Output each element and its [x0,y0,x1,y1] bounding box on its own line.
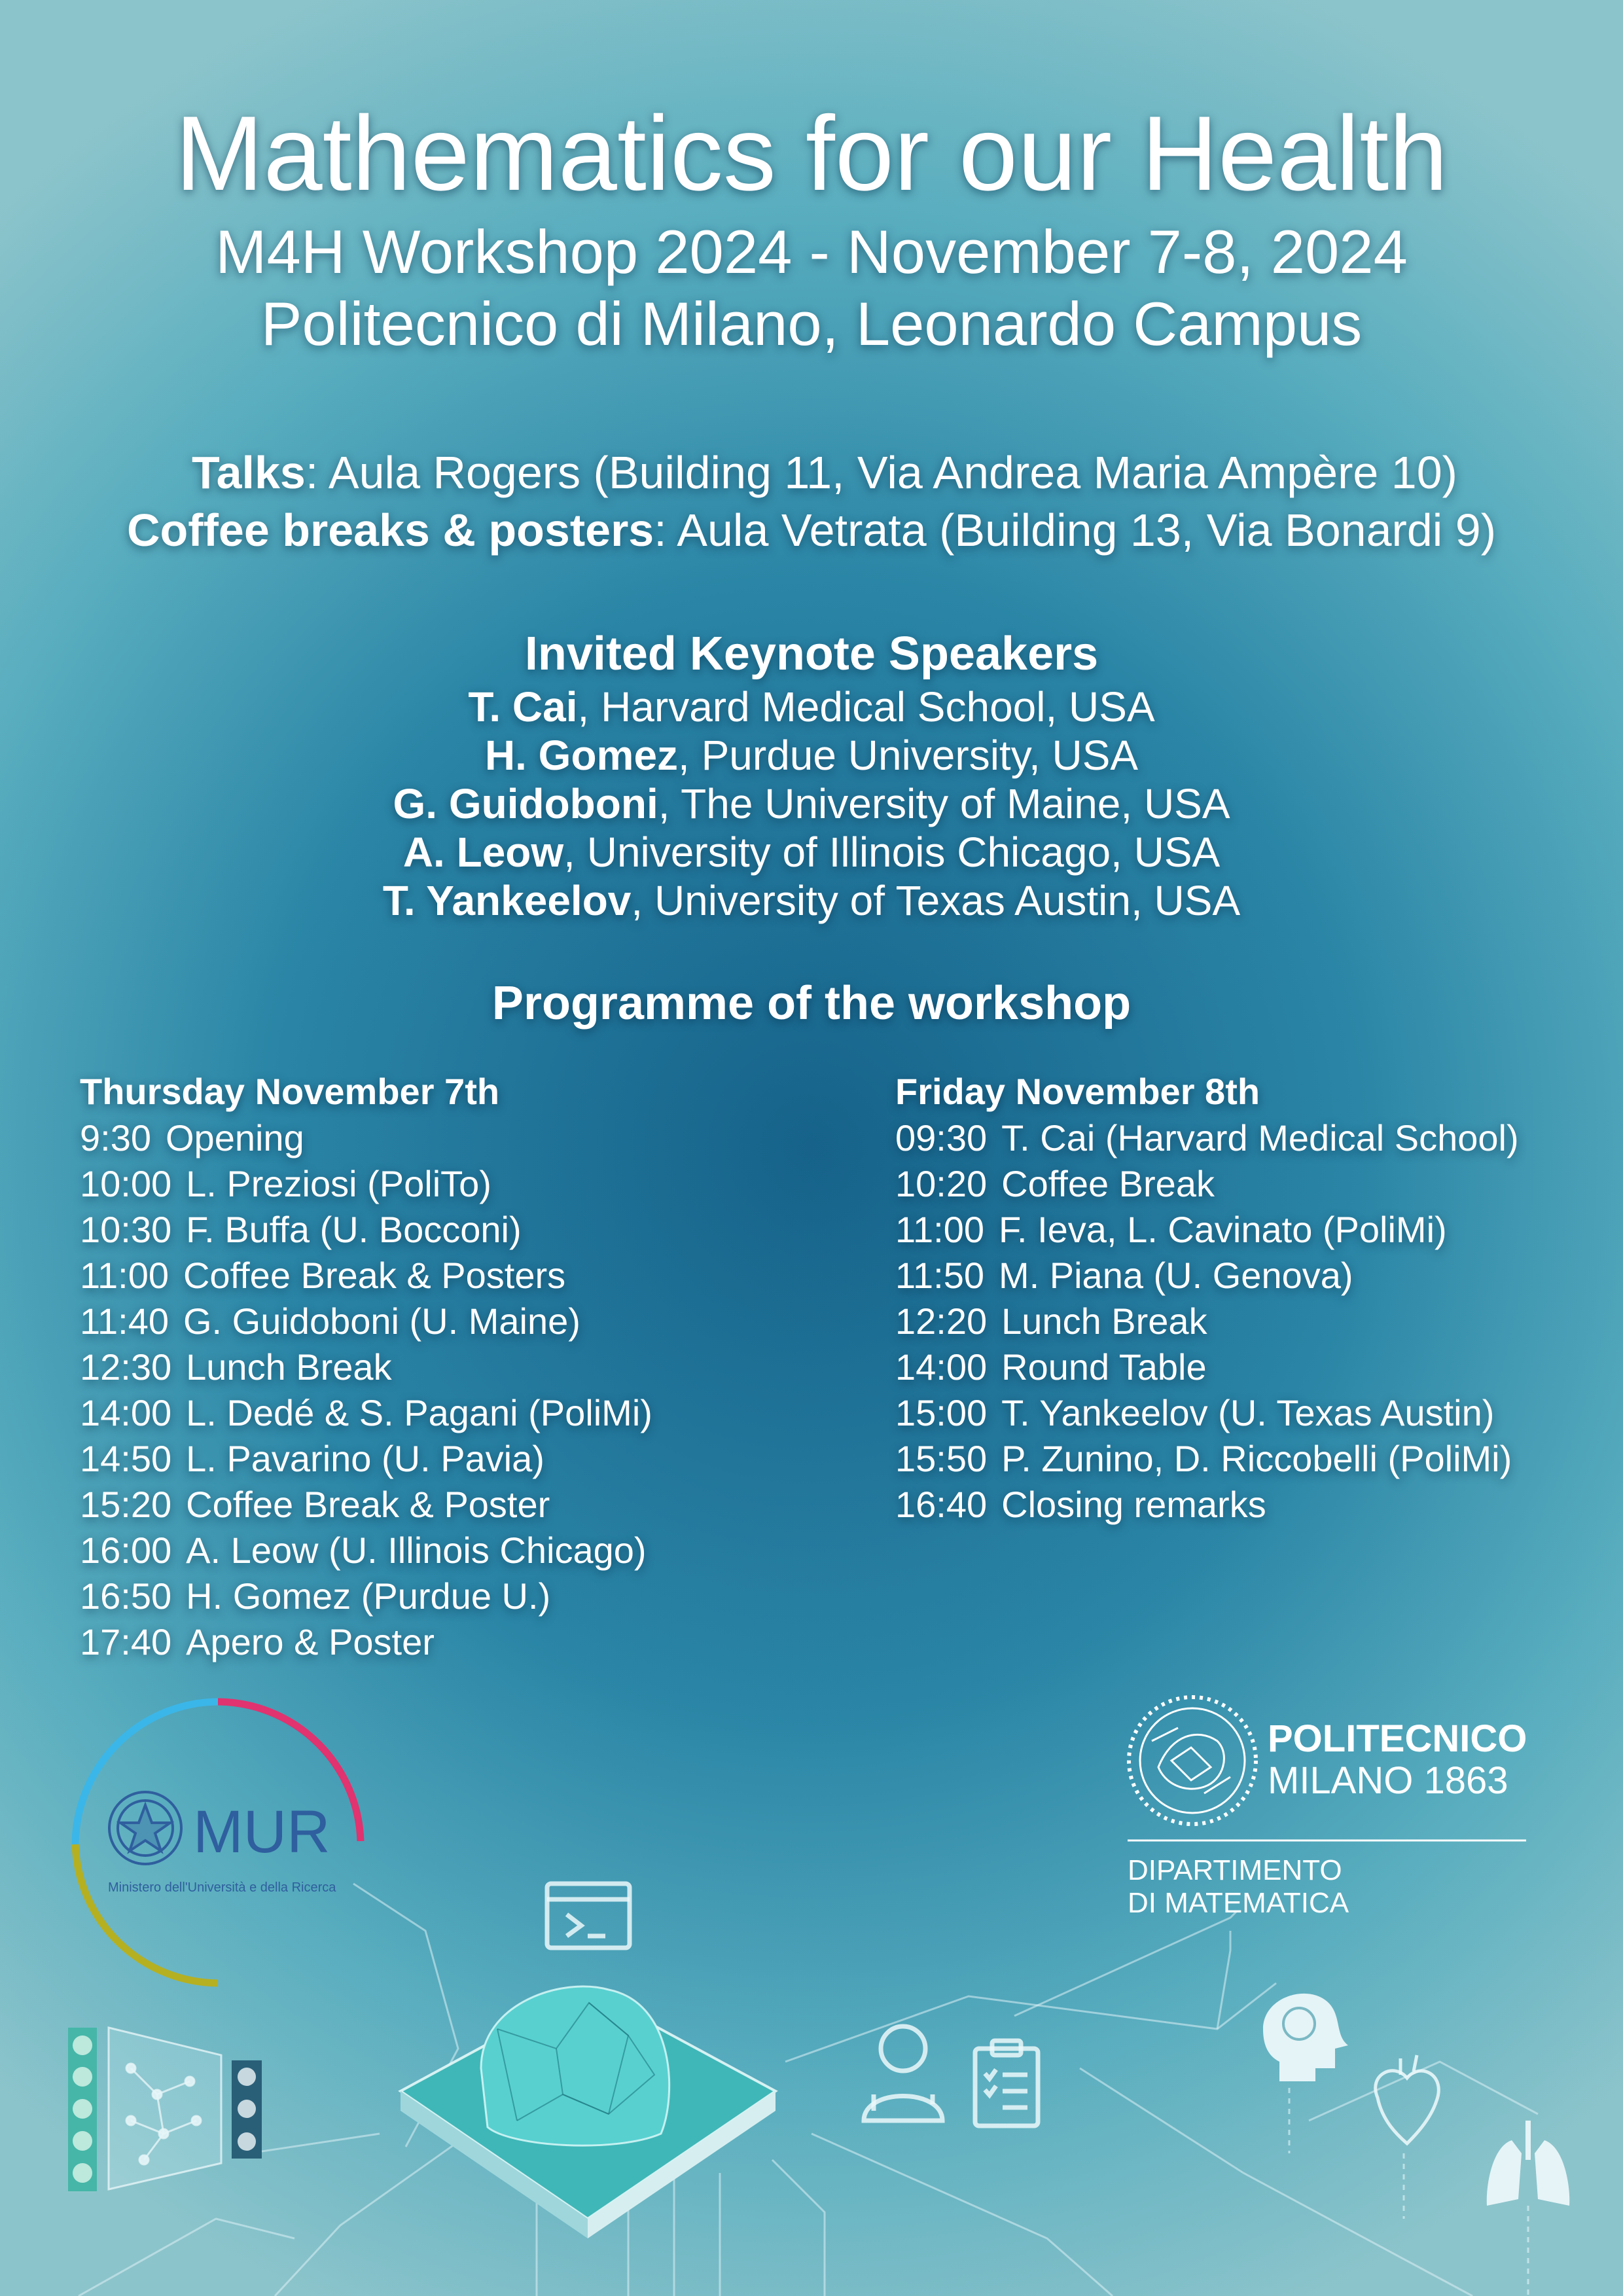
speaker-name: T. Cai [468,683,578,730]
time: 11:50 [895,1255,984,1296]
polimi-seal-icon [1129,1697,1256,1824]
time: 15:50 [895,1438,988,1479]
event: Coffee Break & Posters [183,1255,566,1296]
friday-schedule [895,1068,1519,1528]
schedule-row [895,1299,1519,1344]
time: 14:50 [80,1438,172,1479]
speaker-affiliation: , Purdue University, USA [678,732,1139,779]
event: Apero & Poster [186,1621,435,1662]
polimi-line1: POLITECNICO [1268,1717,1527,1760]
time: 17:40 [80,1621,172,1662]
thursday-heading: Thursday November 7th [80,1071,500,1112]
event: A. Leow (U. Illinois Chicago) [186,1530,647,1571]
time: 12:30 [80,1346,172,1388]
time: 16:50 [80,1575,172,1617]
speaker-row [0,780,1623,828]
subtitle-dates: M4H Workshop 2024 - November 7-8, 2024 [215,217,1408,286]
coffee-location: : Aula Vetrata (Building 13, Via Bonardi 9) [654,505,1497,556]
page-title: Mathematics for our Health [175,94,1448,213]
speaker-row [0,683,1623,731]
schedule-row [895,1344,1519,1390]
schedule-row [895,1115,1519,1161]
time: 15:20 [80,1484,172,1525]
event: L. Dedé & S. Pagani (PoliMi) [186,1392,652,1433]
schedule-row [80,1528,652,1573]
schedule-row [895,1253,1519,1299]
coffee-label: Coffee breaks & posters [126,505,654,556]
event: T. Yankeelov (U. Texas Austin) [1001,1392,1495,1433]
event: F. Buffa (U. Bocconi) [186,1209,522,1250]
event: Opening [166,1117,304,1158]
talks-label: Talks [192,447,306,498]
schedule-row [895,1482,1519,1528]
programme-heading: Programme of the workshop [491,977,1132,1030]
event: H. Gomez (Purdue U.) [186,1575,551,1617]
schedule-row [80,1436,652,1482]
speaker-row [0,876,1623,925]
schedule-row [80,1299,652,1344]
event: T. Cai (Harvard Medical School) [1001,1117,1519,1158]
speaker-row [0,731,1623,780]
time: 11:00 [895,1209,984,1250]
speaker-name: A. Leow [402,829,564,876]
event: P. Zunino, D. Riccobelli (PoliMi) [1001,1438,1512,1479]
schedule-row [895,1390,1519,1436]
event: Coffee Break [1001,1163,1215,1204]
event: G. Guidoboni (U. Maine) [183,1300,580,1342]
schedule-row [80,1161,652,1207]
speaker-affiliation: , Harvard Medical School, USA [577,683,1155,730]
schedule-row [80,1253,652,1299]
schedule-row [80,1573,652,1619]
speaker-name: T. Yankeelov [382,877,632,924]
schedule-row [80,1482,652,1528]
schedule-row [80,1344,652,1390]
event: Closing remarks [1001,1484,1266,1525]
mur-acronym: MUR [193,1799,330,1865]
time: 09:30 [895,1117,988,1158]
thursday-schedule [80,1068,652,1665]
speaker-row [0,828,1623,876]
talks-location: : Aula Rogers (Building 11, Via Andrea Maria Ampère 10) [305,447,1457,498]
time: 16:00 [80,1530,172,1571]
event: Round Table [1001,1346,1207,1388]
talks-venue [0,444,1623,501]
time: 14:00 [80,1392,172,1433]
event: F. Ieva, L. Cavinato (PoliMi) [998,1209,1447,1250]
time: 11:00 [80,1255,169,1296]
friday-heading: Friday November 8th [895,1071,1260,1112]
time: 12:20 [895,1300,988,1342]
event: L. Preziosi (PoliTo) [186,1163,491,1204]
coffee-venue [0,501,1623,559]
subtitle-location: Politecnico di Milano, Leonardo Campus [260,289,1363,358]
schedule-row [895,1207,1519,1253]
speaker-affiliation: , University of Illinois Chicago, USA [563,829,1221,876]
speaker-affiliation: , The University of Maine, USA [658,780,1230,827]
speaker-name: H. Gomez [484,732,679,779]
schedule-row [895,1161,1519,1207]
dept-line1: DIPARTIMENTO [1128,1854,1342,1886]
mur-full-name: Ministero dell'Università e della Ricerca [108,1880,336,1895]
schedule-row [80,1207,652,1253]
speaker-name: G. Guidoboni [393,780,658,827]
time: 9:30 [80,1117,151,1158]
polimi-line2: MILANO 1863 [1268,1759,1508,1802]
keynote-heading: Invited Keynote Speakers [524,628,1099,680]
time: 16:40 [895,1484,988,1525]
schedule-row [895,1436,1519,1482]
time: 15:00 [895,1392,988,1433]
event: M. Piana (U. Genova) [998,1255,1353,1296]
time: 14:00 [895,1346,988,1388]
schedule-row [80,1115,652,1161]
event: L. Pavarino (U. Pavia) [186,1438,544,1479]
event: Coffee Break & Poster [186,1484,550,1525]
time: 10:00 [80,1163,172,1204]
schedule-row [80,1390,652,1436]
time: 10:20 [895,1163,988,1204]
dept-line2: DI MATEMATICA [1128,1887,1349,1919]
schedule-row [80,1619,652,1665]
event: Lunch Break [1001,1300,1207,1342]
speaker-affiliation: , University of Texas Austin, USA [631,877,1241,924]
event: Lunch Break [186,1346,392,1388]
time: 11:40 [80,1300,169,1342]
time: 10:30 [80,1209,172,1250]
